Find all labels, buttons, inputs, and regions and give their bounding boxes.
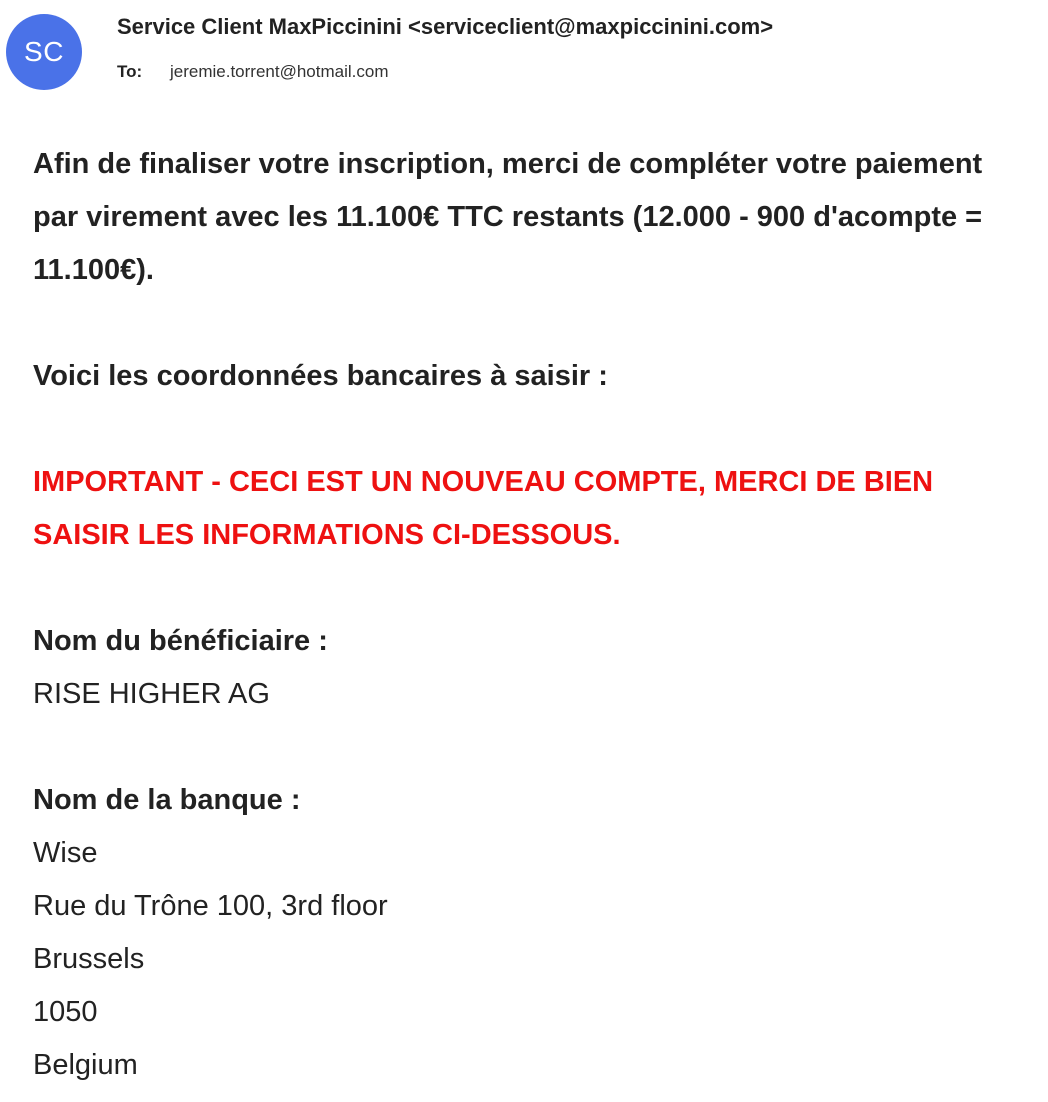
spacer (33, 562, 1023, 615)
bank-postcode: 1050 (33, 996, 98, 1028)
to-label: To: (117, 62, 143, 81)
email-header (0, 0, 1048, 110)
avatar-initials: SC (24, 36, 64, 67)
bank-label: Nom de la banque : (33, 784, 301, 816)
recipient-address[interactable]: jeremie.torrent@hotmail.com (170, 62, 389, 81)
bank-intro: Voici les coordonnées bancaires à saisir : (33, 360, 608, 392)
sender-avatar[interactable] (6, 14, 82, 90)
spacer (33, 721, 1023, 774)
recipient-row (117, 62, 389, 82)
bank-city: Brussels (33, 943, 145, 975)
beneficiary-value: RISE HIGHER AG (33, 678, 270, 710)
sender-name[interactable]: Service Client MaxPiccinini <serviceclient@maxpiccinini.com> (117, 14, 774, 39)
bank-street: Rue du Trône 100, 3rd floor (33, 890, 388, 922)
bank-name: Wise (33, 837, 98, 869)
payment-paragraph: Afin de finaliser votre inscription, merci de compléter votre paiement par virement avec les 11.100€ TTC restants (12.000 - 900 d'acompte = 11.100€). (33, 148, 983, 286)
spacer (33, 403, 1023, 456)
beneficiary-label: Nom du bénéficiaire : (33, 625, 328, 657)
bank-country: Belgium (33, 1049, 138, 1081)
warning-text: IMPORTANT - CECI EST UN NOUVEAU COMPTE, MERCI DE BIEN SAISIR LES INFORMATIONS CI-DESSOUS. (33, 466, 934, 551)
spacer (33, 297, 1023, 350)
email-body (33, 138, 1023, 1092)
